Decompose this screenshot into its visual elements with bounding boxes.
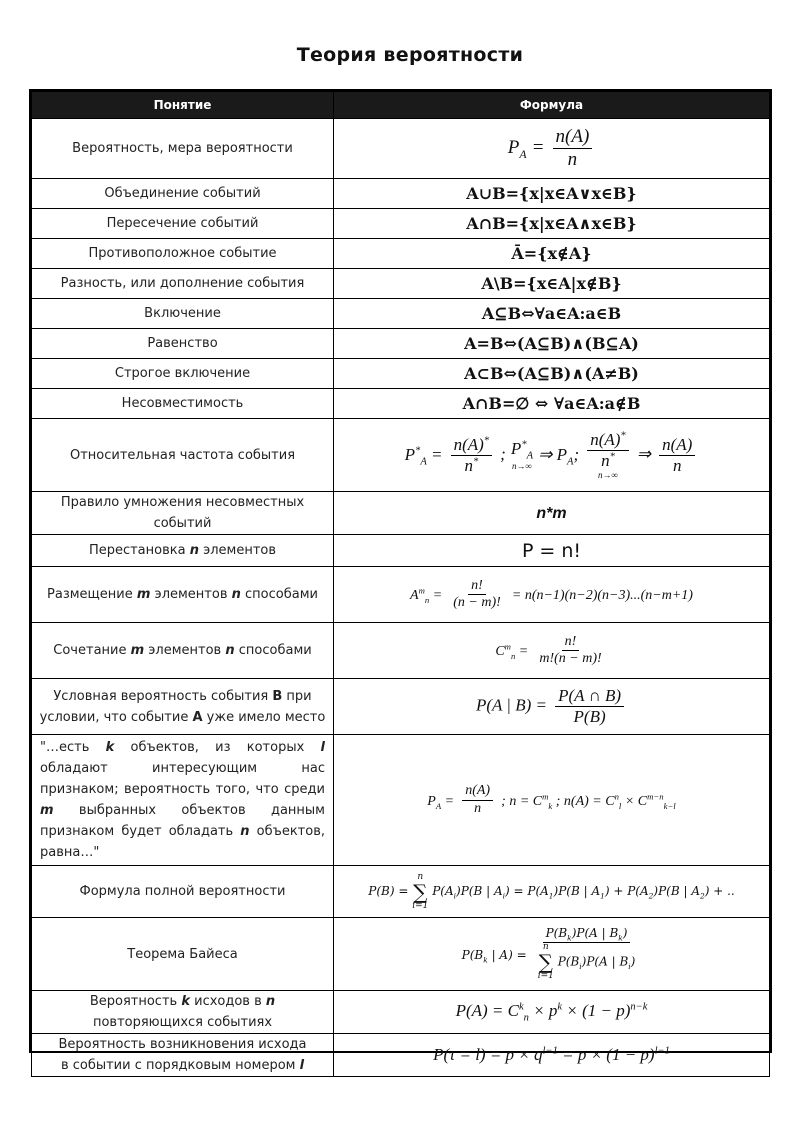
table-row [32,567,770,623]
formula-cell: Ā={x∉A} [334,239,770,269]
concept-cell: Относительная частота события [32,419,334,492]
formula-cell: $P_A$ = $\frac{n(A)}{n}$ ; $n = C^m_k$ ; $n(A) = C^n_l \times C^{m-n}_{k-l}$ [334,735,770,866]
table-header [32,92,770,119]
concept-cell: Вероятность k исходов в n повторяющихся событиях [32,991,334,1034]
concept-cell: Равенство [32,329,334,359]
table-row [32,359,770,389]
formula-cell: $C^m_n$ = $\frac{n!}{m!(n - m)!}$ [334,623,770,679]
formula-cell: A⊂B⇔(A⊆B)∧(A≠B) [334,359,770,389]
formula-cell: A⊆B⇔∀a∈A:a∈B [334,299,770,329]
formula-cell: $P(A) = C^k_n \times p^k \times (1 - p)^{n-k}$ [334,991,770,1034]
table-row [32,623,770,679]
formula-cell: A∩B=∅ ⇔ ∀a∈A:a∉B [334,389,770,419]
formula-cell: P = n! [334,535,770,567]
concept-cell: Сочетание m элементов n способами [32,623,334,679]
table-row [32,209,770,239]
formula-cell: A\B={x∈A|x∉B} [334,269,770,299]
header-formula: Формула [334,92,770,119]
table-row [32,991,770,1034]
formula-cell: $P(\tau = l) = p \times q^{l-1} = p \times (1 - p)^{l-1}$ [334,1034,770,1077]
table-row [32,419,770,492]
formula-cell: $A^m_n$ = $\frac{n!}{(n - m)!}$ = n(n−1)(n−2)(n−3)...(n−m+1) [334,567,770,623]
formula-cell: $P(B_k$ | A) = $P(B_k)P(A$ | $B_k$) n ∑ i=1 $P(B_i)P(A$ | $B_i$) [334,918,770,991]
table-row [32,299,770,329]
formula-cell: A=B⇔(A⊆B)∧(B⊆A) [334,329,770,359]
concept-cell: Перестановка n элементов [32,535,334,567]
table-row [32,389,770,419]
concept-cell: "…есть k объектов, из которых l обладают интересующим нас признаком; вероятность того, что среди m выбранных объектов данным признаком будет обладать n объектов, равна…" [32,735,334,866]
formula-cell: $P_A$ = $\frac{n(A)}{n}$ [334,119,770,179]
concept-cell: Разность, или дополнение события [32,269,334,299]
concept-cell: Включение [32,299,334,329]
table-row [32,866,770,918]
concept-cell: Противоположное событие [32,239,334,269]
formula-cell: P(A | B) = $\frac{P(A \cap B)}{P(B)}$ [334,679,770,735]
header-concept: Понятие [32,92,334,119]
concept-cell: Формула полной вероятности [32,866,334,918]
table-row [32,679,770,735]
table-row [32,119,770,179]
table-row [32,239,770,269]
concept-cell: Объединение событий [32,179,334,209]
formula-cell: A∪B={x|x∈A∨x∈B} [334,179,770,209]
formula-cell: n*m [334,492,770,535]
table-row [32,492,770,535]
concept-cell: Размещение m элементов n способами [32,567,334,623]
table-row [32,1034,770,1077]
table-row [32,535,770,567]
formula-cell: A∩B={x|x∈A∧x∈B} [334,209,770,239]
concept-cell: Теорема Байеса [32,918,334,991]
concept-cell: Условная вероятность события B при условии, что событие A уже имело место [32,679,334,735]
concept-cell: Пересечение событий [32,209,334,239]
concept-cell: Правило умножения несовместных событий [32,492,334,535]
table-row [32,329,770,359]
concept-cell: Вероятность, мера вероятности [32,119,334,179]
concept-cell: Строгое включение [32,359,334,389]
table-row [32,269,770,299]
concept-cell: Вероятность возникновения исхода в событии с порядковым номером l [32,1034,334,1077]
formula-table [29,89,772,1073]
formula-cell: P(B) = n ∑ i=1 $P(A_i)P(B$ | $A_i) = P(A_1)P(B$ | $A_1) + P(A_2)P(B$ | $A_2$) + .. [334,866,770,918]
table-row [32,179,770,209]
table-row [32,735,770,866]
concept-cell: Несовместимость [32,389,334,419]
table-row [32,918,770,991]
page-title: Теория вероятности [296,44,524,66]
formula-cell: $P^*_A$ = $\frac{n(A)^*}{n^*}$ ; $P^*_A$ n→∞ ⇒ $P_A$; $\frac{n(A)^*}{n^*}$ n→∞ ⇒ $\frac{n(A)}{n}$ [334,419,770,492]
